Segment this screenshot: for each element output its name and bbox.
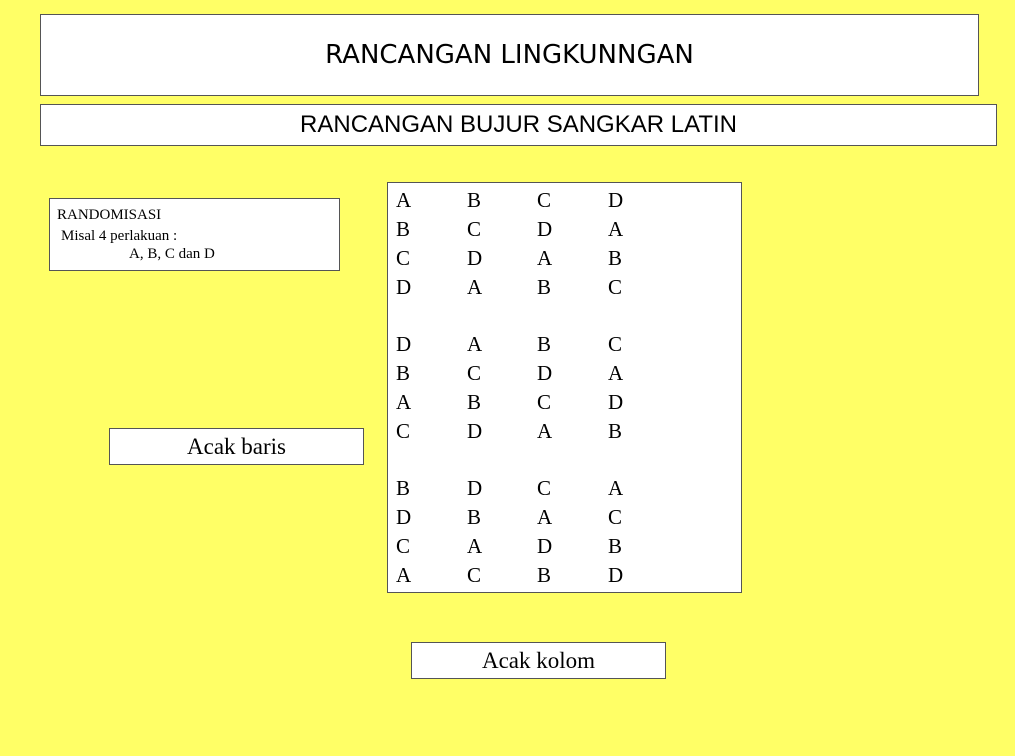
- grid-cell: B: [467, 390, 482, 414]
- grid-cell: D: [537, 217, 553, 241]
- grid-cell: A: [396, 563, 412, 587]
- grid-cell: C: [537, 476, 552, 500]
- grid-row: [388, 275, 743, 304]
- grid-cell: D: [608, 188, 624, 212]
- grid-cell: A: [467, 332, 483, 356]
- grid-cell: D: [396, 275, 412, 299]
- grid-cell: B: [396, 217, 411, 241]
- grid-cell: C: [396, 246, 411, 270]
- randomisasi-line-3: A, B, C dan D: [129, 246, 215, 262]
- grid-cell: D: [537, 534, 553, 558]
- grid-cell: B: [608, 534, 623, 558]
- grid-cell: B: [537, 332, 552, 356]
- page-title: RANCANGAN LINGKUNNGAN: [325, 40, 694, 70]
- subtitle-box: [40, 104, 997, 146]
- acak-kolom-label: Acak kolom: [481, 647, 596, 673]
- grid-cell: B: [396, 361, 411, 385]
- randomisasi-line-2: Misal 4 perlakuan :: [61, 228, 178, 244]
- grid-cell: A: [396, 390, 412, 414]
- grid-cell: A: [608, 476, 624, 500]
- grid-cell: D: [608, 563, 624, 587]
- grid-cell: D: [467, 419, 483, 443]
- grid-row: [388, 217, 743, 246]
- grid-cell: D: [467, 246, 483, 270]
- randomisasi-box: [49, 198, 340, 271]
- grid-cell: A: [537, 505, 553, 529]
- grid-cell: D: [396, 505, 412, 529]
- page-subtitle: RANCANGAN BUJUR SANGKAR LATIN: [300, 111, 737, 138]
- grid-cell: A: [537, 419, 553, 443]
- grid-cell: C: [608, 505, 623, 529]
- grid-cell: C: [467, 563, 482, 587]
- grid-cell: D: [537, 361, 553, 385]
- grid-cell: B: [608, 419, 623, 443]
- grid-cell: C: [396, 534, 411, 558]
- grid-cell: A: [396, 188, 412, 212]
- grid-cell: A: [608, 361, 624, 385]
- grid-cell: C: [608, 332, 623, 356]
- grid-row: [388, 563, 743, 592]
- grid-row: [388, 188, 743, 217]
- grid-cell: B: [608, 246, 623, 270]
- grid-cell: C: [537, 188, 552, 212]
- grid-cell: B: [396, 476, 411, 500]
- grid-row: [388, 332, 743, 361]
- randomisasi-heading: RANDOMISASI: [57, 207, 162, 223]
- grid-cell: A: [537, 246, 553, 270]
- grid-row: [388, 419, 743, 448]
- grid-cell: B: [537, 275, 552, 299]
- grid-cell: D: [608, 390, 624, 414]
- grid-cell: A: [467, 534, 483, 558]
- grid-cell: B: [537, 563, 552, 587]
- grid-cell: A: [608, 217, 624, 241]
- grid-row: [388, 246, 743, 275]
- grid-row: [388, 390, 743, 419]
- grid-row: [388, 476, 743, 505]
- grid-cell: C: [467, 217, 482, 241]
- acak-baris-box: [109, 428, 364, 465]
- acak-baris-label: Acak baris: [187, 433, 286, 459]
- grid-cell: C: [396, 419, 411, 443]
- acak-kolom-box: [411, 642, 666, 679]
- grid-row: [388, 534, 743, 563]
- grid-cell: B: [467, 505, 482, 529]
- grid-cell: A: [467, 275, 483, 299]
- grid-cell: D: [467, 476, 483, 500]
- grid-cell: D: [396, 332, 412, 356]
- grid-cell: C: [467, 361, 482, 385]
- grid-row: [388, 505, 743, 534]
- latin-square-grid: [387, 182, 742, 593]
- title-box: [40, 14, 979, 96]
- grid-cell: C: [537, 390, 552, 414]
- grid-cell: B: [467, 188, 482, 212]
- grid-row: [388, 361, 743, 390]
- grid-cell: C: [608, 275, 623, 299]
